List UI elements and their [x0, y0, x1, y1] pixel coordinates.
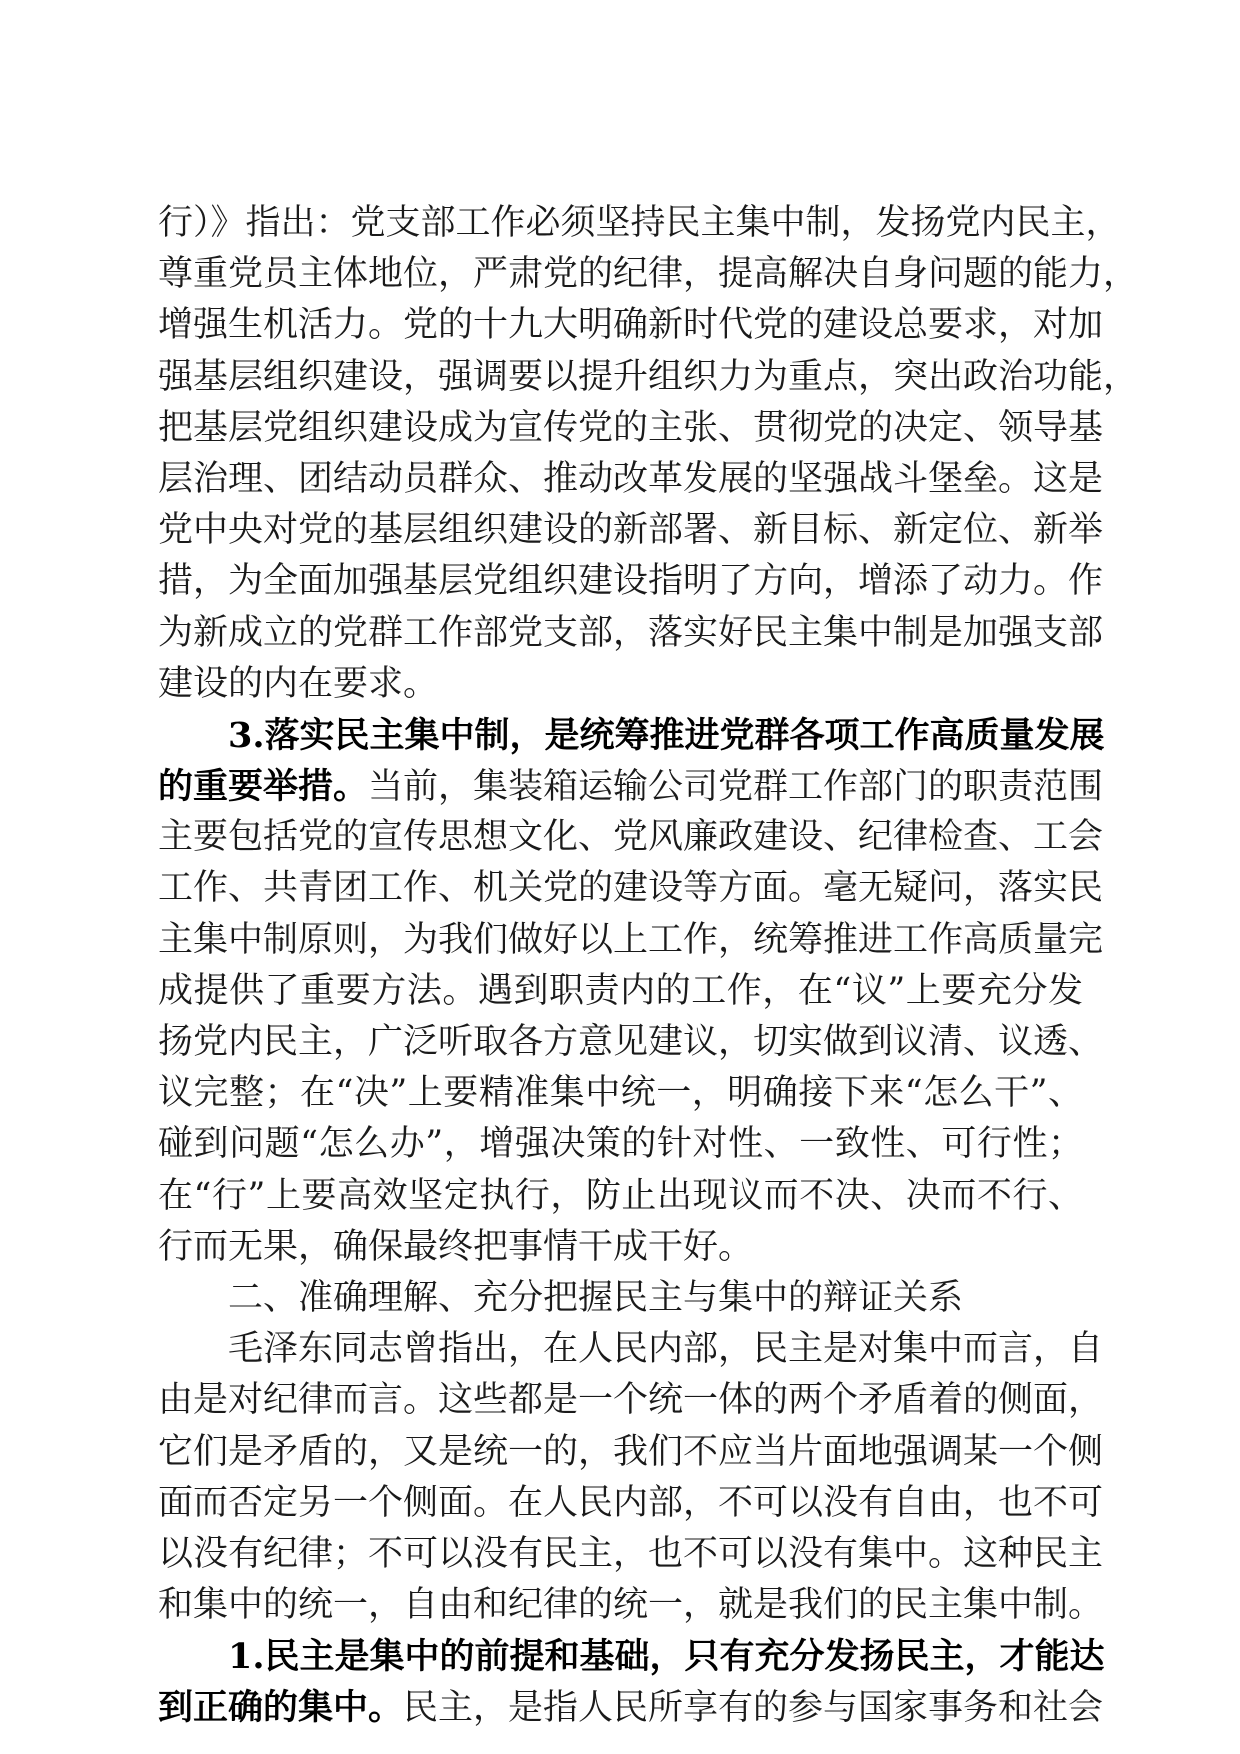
text-line	[158, 915, 1104, 966]
text-line	[158, 863, 1104, 914]
text-segment: 为新成立的党群工作部党支部，落实好民主集中制是加强支部	[158, 612, 1104, 653]
text-line	[158, 1631, 1105, 1682]
text-line	[158, 1682, 1104, 1733]
text-line	[158, 1119, 1083, 1170]
text-line	[158, 761, 1104, 812]
text-segment: 强基层组织建设，强调要以提升组织力为重点，突出政治功能，	[158, 356, 1139, 397]
text-line	[158, 1529, 1104, 1580]
text-segment: 党中央对党的基层组织建设的新部署、新目标、新定位、新举	[158, 510, 1104, 551]
text-segment: 以没有纪律；不可以没有民主，也不可以没有集中。这种民主	[158, 1533, 1104, 1574]
paragraph-3	[158, 1324, 1104, 1631]
text-line	[158, 1068, 1083, 1119]
text-segment: 行而无果，确保最终把事情干成干好。	[158, 1226, 754, 1267]
text-segment: 把基层党组织建设成为宣传党的主张、贯彻党的决定、领导基	[158, 407, 1104, 448]
text-line	[158, 966, 1083, 1017]
text-line	[158, 608, 1104, 659]
text-segment: 当前，集装箱运输公司党群工作部门的职责范围	[368, 767, 1104, 808]
text-segment: 行）》指出：党支部工作必须坚持民主集中制，发扬党内民主，	[158, 203, 1121, 243]
text-segment: 和集中的统一，自由和纪律的统一，就是我们的民主集中制。	[158, 1585, 1104, 1626]
text-segment: 主要包括党的宣传思想文化、党风廉政建设、纪律检查、工会	[158, 817, 1104, 858]
text-segment: 主集中制原则，为我们做好以上工作，统筹推进工作高质量完	[158, 919, 1104, 960]
text-line	[158, 1478, 1104, 1529]
heading-text: 二、准确理解、充分把握民主与集中的辩证关系	[228, 1277, 964, 1318]
text-line	[158, 812, 1104, 863]
paragraph-4	[158, 1631, 1105, 1733]
text-segment: 措，为全面加强基层党组织建设指明了方向，增添了动力。作	[158, 561, 1104, 602]
text-segment: 议完整；在“决”上要精准集中统一，明确接下来“怎么干”、	[158, 1073, 1083, 1114]
text-line	[158, 1171, 1083, 1222]
text-line	[158, 352, 1139, 403]
text-line	[158, 1324, 1104, 1375]
bold-heading-segment: 1.民主是集中的前提和基础，只有充分发扬民主，才能达	[228, 1636, 1105, 1678]
text-line	[158, 300, 1104, 351]
text-line	[158, 454, 1104, 505]
text-line	[158, 1580, 1104, 1631]
text-line	[158, 1375, 1104, 1426]
bold-heading-segment: 的重要举措。	[158, 766, 369, 808]
text-line	[158, 556, 1104, 607]
text-segment: 在“行”上要高效坚定执行，防止出现议而不决、决而不行、	[158, 1175, 1083, 1216]
paragraph-1	[158, 198, 1139, 710]
text-line	[158, 710, 1105, 761]
section-heading	[158, 1273, 1083, 1324]
text-segment: 它们是矛盾的，又是统一的，我们不应当片面地强调某一个侧	[158, 1431, 1104, 1472]
text-line	[158, 659, 1083, 710]
text-line	[158, 1427, 1104, 1478]
document-body	[158, 198, 1139, 1734]
text-segment: 扬党内民主，广泛听取各方意见建议，切实做到议清、议透、	[158, 1022, 1104, 1062]
text-segment: 毛泽东同志曾指出，在人民内部，民主是对集中而言，自	[228, 1329, 1104, 1370]
text-segment: 面而否定另一个侧面。在人民内部，不可以没有自由，也不可	[158, 1482, 1104, 1523]
text-segment: 成提供了重要方法。遇到职责内的工作，在“议”上要充分发	[158, 970, 1083, 1011]
text-segment: 尊重党员主体地位，严肃党的纪律，提高解决自身问题的能力，	[158, 254, 1139, 295]
paragraph-2	[158, 710, 1105, 1273]
text-segment: 民主，是指人民所享有的参与国家事务和社会	[403, 1688, 1104, 1729]
bold-heading-segment: 3.落实民主集中制，是统筹推进党群各项工作高质量发展	[228, 714, 1105, 756]
text-line	[158, 249, 1139, 300]
text-segment: 建设的内在要求。	[158, 663, 439, 704]
text-line	[158, 198, 1121, 249]
text-line	[158, 403, 1104, 454]
section-heading-2	[158, 1273, 1083, 1324]
text-segment: 由是对纪律而言。这些都是一个统一体的两个矛盾着的侧面，	[158, 1380, 1104, 1421]
bold-heading-segment: 到正确的集中。	[158, 1687, 404, 1729]
text-segment: 层治理、团结动员群众、推动改革发展的坚强战斗堡垒。这是	[158, 458, 1104, 499]
text-segment: 碰到问题“怎么办”，增强决策的针对性、一致性、可行性；	[158, 1124, 1083, 1165]
text-segment: 增强生机活力。党的十九大明确新时代党的建设总要求，对加	[158, 305, 1104, 346]
text-segment: 工作、共青团工作、机关党的建设等方面。毫无疑问，落实民	[158, 868, 1104, 909]
text-line	[158, 1222, 1083, 1273]
text-line	[158, 1017, 1104, 1068]
text-line	[158, 505, 1104, 556]
